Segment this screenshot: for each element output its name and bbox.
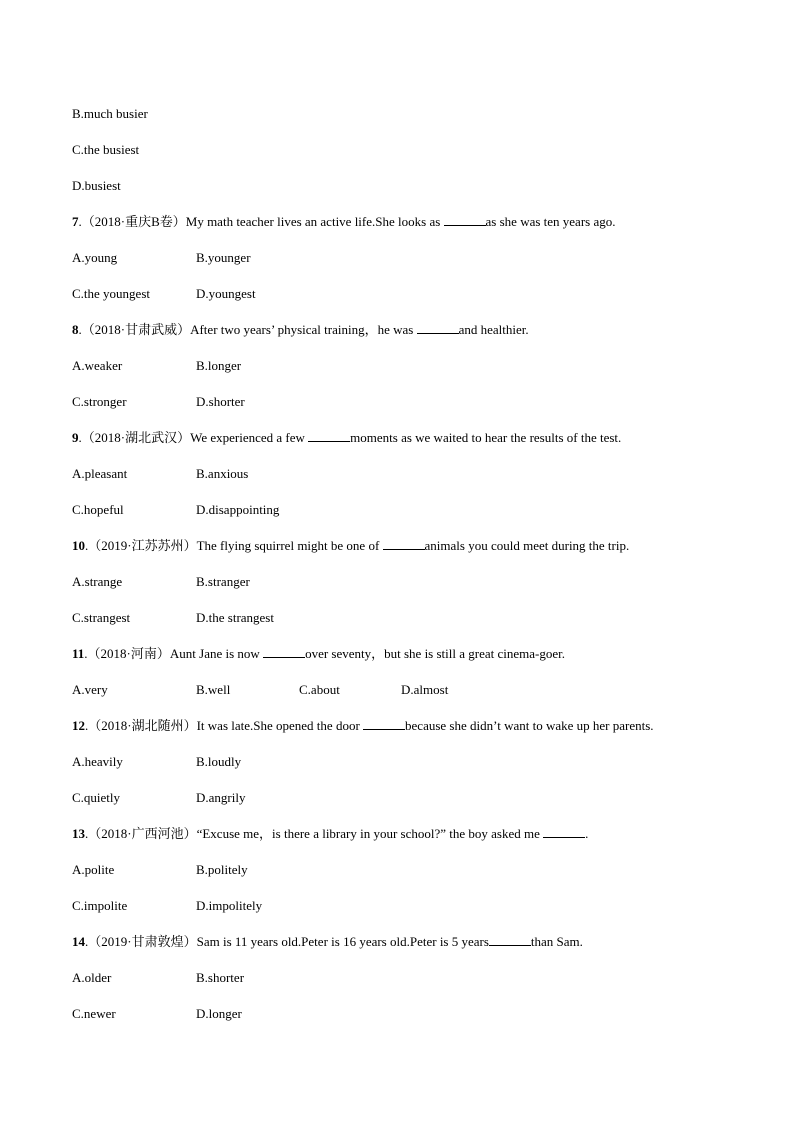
question-text: animals you could meet during the trip.: [424, 538, 630, 553]
answer-blank: [489, 933, 531, 946]
options-row: [72, 357, 672, 375]
option-b: B.longer: [196, 358, 242, 373]
answer-blank: [308, 429, 350, 442]
option-c: C.newer: [72, 1006, 116, 1021]
option-d: D.disappointing: [196, 502, 280, 517]
option-line: [72, 105, 148, 123]
question-text: .: [585, 826, 589, 841]
question-text: than Sam.: [530, 934, 583, 949]
option-a: A.older: [72, 970, 112, 985]
question-8: [72, 321, 529, 339]
question-text: It was late.She opened the door: [196, 718, 364, 733]
question-source: .（2018·重庆B卷）: [78, 214, 186, 229]
option-c: C.hopeful: [72, 502, 124, 517]
question-14: [72, 933, 583, 951]
options-row: [72, 609, 672, 627]
option-line: [72, 141, 139, 159]
options-row: [72, 969, 672, 987]
option-c: C.strangest: [72, 610, 131, 625]
question-text: moments as we waited to hear the results of the test.: [350, 430, 622, 445]
question-text: “Excuse me，is there a library in your school?” the boy asked me: [196, 826, 544, 841]
option-a: A.young: [72, 250, 118, 265]
question-number: 13: [72, 826, 85, 841]
question-source: .（2018·广西河池）: [85, 826, 197, 841]
question-text: as she was ten years ago.: [485, 214, 616, 229]
question-13: [72, 825, 588, 843]
question-text: Sam is 11 years old.Peter is 16 years old.Peter is 5 years: [196, 934, 489, 949]
option-a: A.strange: [72, 574, 123, 589]
option-b: B.stranger: [196, 574, 250, 589]
question-source: .（2018·湖北武汉）: [78, 430, 191, 445]
question-source: .（2019·江苏苏州）: [85, 538, 197, 553]
option-d: D.the strangest: [196, 610, 274, 625]
question-number: 14: [72, 934, 85, 949]
question-number: 12: [72, 718, 85, 733]
question-source: .（2018·甘肃武威）: [78, 322, 191, 337]
question-text: Aunt Jane is now: [169, 646, 264, 661]
answer-blank: [263, 645, 305, 658]
options-row: [72, 501, 672, 519]
question-number: 11: [72, 646, 85, 661]
answer-blank: [417, 321, 459, 334]
answer-blank: [363, 717, 405, 730]
option-b: B.shorter: [196, 970, 245, 985]
question-number: 9: [72, 430, 79, 445]
option-a: A.weaker: [72, 358, 123, 373]
question-source: .（2018·湖北随州）: [85, 718, 197, 733]
answer-blank: [444, 213, 486, 226]
option-b: B.well: [196, 682, 231, 697]
answer-blank: [543, 825, 585, 838]
options-row: [72, 861, 672, 879]
options-row: [72, 285, 672, 303]
answer-blank: [383, 537, 425, 550]
question-9: [72, 429, 621, 447]
option-c: C.stronger: [72, 394, 127, 409]
option-d: D.angrily: [196, 790, 246, 805]
question-text: The flying squirrel might be one of: [196, 538, 383, 553]
question-source: .（2018·河南）: [84, 646, 170, 661]
question-text: over seventy，but she is still a great cinema-goer.: [305, 646, 565, 661]
options-row: [72, 1005, 672, 1023]
question-12: [72, 717, 654, 735]
options-row: [72, 789, 672, 807]
question-number: 10: [72, 538, 85, 553]
question-source: .（2019·甘肃敦煌）: [85, 934, 197, 949]
option-a: A.polite: [72, 862, 115, 877]
option-a: A.very: [72, 682, 108, 697]
options-row: [72, 249, 672, 267]
options-row: [72, 753, 672, 771]
options-row: [72, 465, 672, 483]
option-d: D.longer: [196, 1006, 242, 1021]
options-row: [72, 393, 672, 411]
option-c: C.about: [299, 682, 340, 697]
question-7: [72, 213, 616, 231]
option-b: B.much busier: [72, 106, 148, 121]
option-d: D.busiest: [72, 178, 121, 193]
option-b: B.loudly: [196, 754, 242, 769]
options-row: [72, 573, 672, 591]
option-d: D.impolitely: [196, 898, 263, 913]
question-text: My math teacher lives an active life.She looks as: [185, 214, 444, 229]
option-a: A.heavily: [72, 754, 123, 769]
option-line: [72, 177, 121, 195]
question-number: 8: [72, 322, 79, 337]
question-10: [72, 537, 629, 555]
option-c: C.quietly: [72, 790, 121, 805]
question-text: because she didn’t want to wake up her parents.: [405, 718, 654, 733]
question-11: [72, 645, 565, 663]
option-b: B.younger: [196, 250, 251, 265]
option-c: C.the busiest: [72, 142, 140, 157]
question-text: We experienced a few: [190, 430, 309, 445]
question-text: After two years’ physical training，he was: [190, 322, 417, 337]
question-text: and healthier.: [458, 322, 529, 337]
options-row: [72, 681, 672, 699]
question-number: 7: [72, 214, 79, 229]
option-b: B.politely: [196, 862, 248, 877]
option-c: C.impolite: [72, 898, 128, 913]
option-d: D.youngest: [196, 286, 256, 301]
option-c: C.the youngest: [72, 286, 150, 301]
option-d: D.almost: [401, 682, 449, 697]
option-b: B.anxious: [196, 466, 249, 481]
options-row: [72, 897, 672, 915]
option-a: A.pleasant: [72, 466, 128, 481]
option-d: D.shorter: [196, 394, 245, 409]
